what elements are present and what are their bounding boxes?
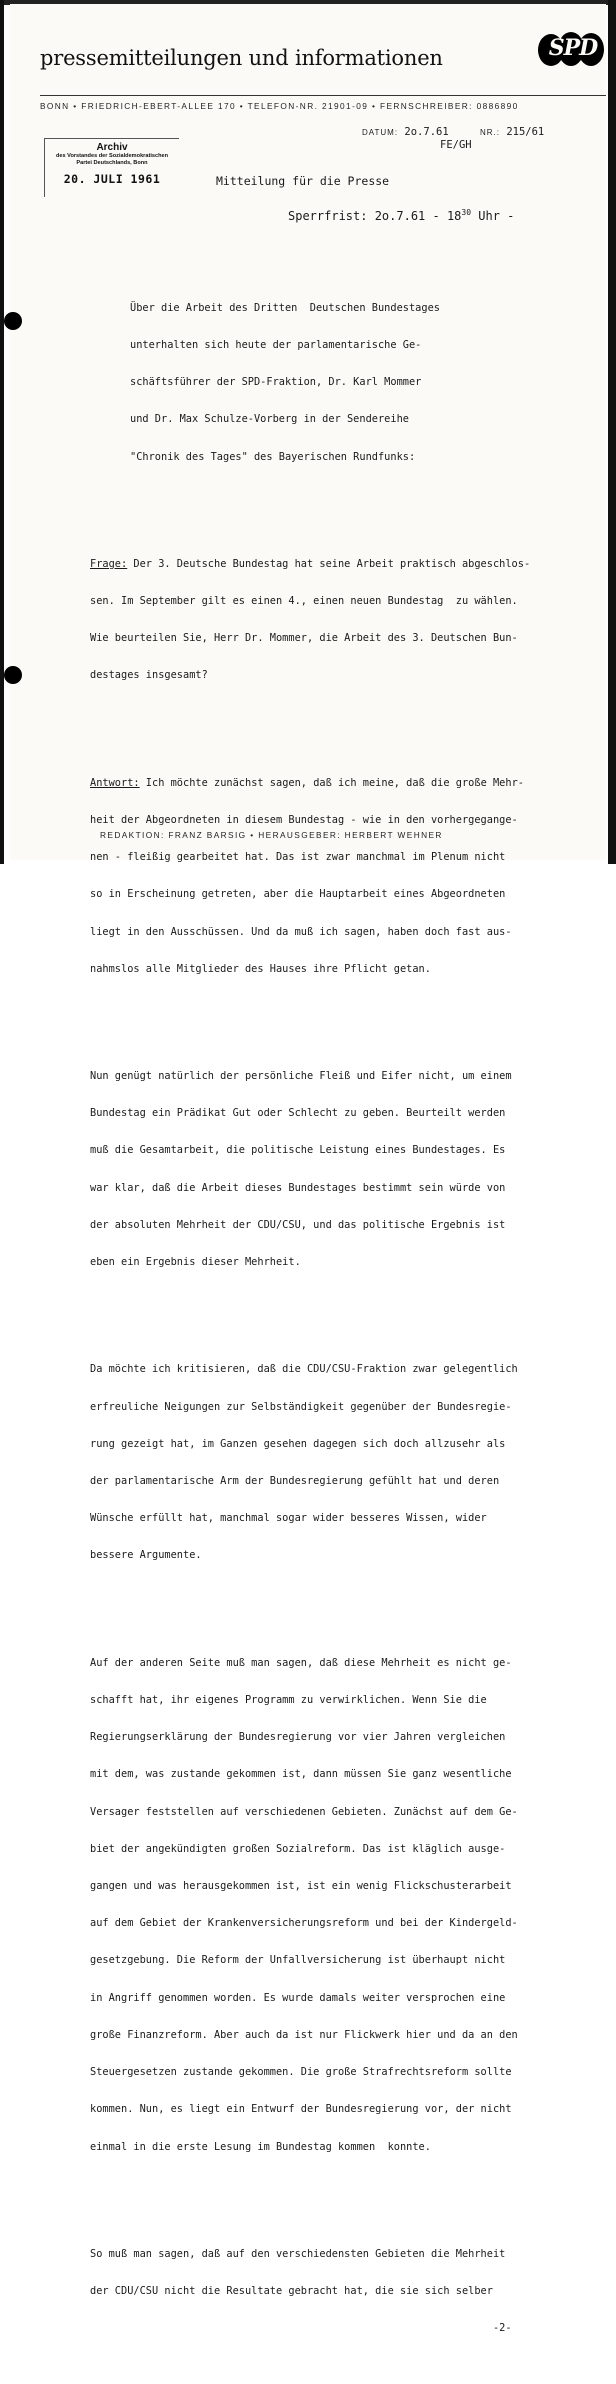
question-line: Der 3. Deutsche Bundestag hat seine Arbeit praktisch abgeschlos- — [127, 557, 531, 570]
body-line: schafft hat, ihr eigenes Programm zu verwirklichen. Wenn Sie die — [90, 1693, 487, 1706]
body-line: biet der angekündigten großen Sozialreform. Das ist kläglich ausge- — [90, 1842, 506, 1855]
number-field — [480, 126, 544, 138]
intro-line: unterhalten sich heute der parlamentarische Ge- — [130, 338, 422, 351]
body-line: muß die Gesamtarbeit, die politische Leistung eines Bundestages. Es — [90, 1144, 506, 1157]
stamp-line-1: des Vorstandes der Sozialdemokratischen — [55, 153, 169, 159]
body-line: der parlamentarische Arm der Bundesregierung gefühlt hat und deren — [90, 1475, 500, 1487]
initials: FE/GH — [440, 139, 472, 151]
date-label: DATUM: — [362, 128, 399, 137]
stamp-date: 20. JULI 1961 — [63, 172, 161, 186]
question-paragraph — [90, 533, 610, 707]
body-line: eben ein Ergebnis dieser Mehrheit. — [90, 1256, 301, 1269]
body-line: der absoluten Mehrheit der CDU/CSU, und das politische Ergebnis ist — [90, 1218, 506, 1231]
embargo-line — [288, 208, 514, 223]
date-value: 2o.7.61 — [404, 126, 449, 138]
body-line: Bundestag ein Prädikat Gut oder Schlecht zu geben. Beurteilt werden — [90, 1107, 506, 1120]
intro-line: und Dr. Max Schulze-Vorberg in der Sendereihe — [130, 413, 409, 426]
body-line: Nun genügt natürlich der persönliche Fleiß und Eifer nicht, um einem — [90, 1070, 512, 1082]
intro-line: schäftsführer der SPD-Fraktion, Dr. Karl Mommer — [130, 376, 422, 389]
question-label: Frage: — [90, 557, 128, 570]
document-page — [10, 4, 606, 2335]
stamp-line-2: Partei Deutschlands, Bonn — [76, 160, 148, 166]
body-line: einmal in die erste Lesung im Bundestag kommen konnte. — [90, 2140, 431, 2153]
punch-hole-top — [4, 312, 22, 330]
number-value: 215/61 — [506, 126, 545, 138]
document-body — [90, 252, 610, 2384]
body-line: in Angriff genommen worden. Es wurde damals weiter versprochen eine — [90, 1991, 506, 2004]
body-line: Regierungserklärung der Bundesregierung vor vier Jahren vergleichen — [90, 1731, 506, 1744]
number-label: NR.: — [480, 128, 500, 137]
punch-hole-bottom — [4, 666, 22, 684]
letterhead-rule — [40, 95, 606, 96]
answer-line: so in Erscheinung getreten, aber die Hauptarbeit eines Abgeordneten — [90, 888, 506, 901]
intro-line: "Chronik des Tages" des Bayerischen Rundfunks: — [130, 450, 416, 463]
archive-stamp — [44, 138, 179, 197]
body-line: erfreuliche Neigungen zur Selbständigkeit gegenüber der Bundesregie- — [90, 1400, 512, 1413]
body-line: Auf der anderen Seite muß man sagen, daß diese Mehrheit es nicht ge- — [90, 1656, 512, 1669]
scan-edge-left — [0, 0, 4, 864]
body-line: war klar, daß die Arbeit dieses Bundestages bestimmt sein würde von — [90, 1181, 506, 1194]
body-line: So muß man sagen, daß auf den verschiedensten Gebieten die Mehrheit — [90, 2247, 506, 2260]
body-line: rung gezeigt hat, im Ganzen gesehen dagegen sich doch allzusehr als — [90, 1437, 506, 1450]
answer-paragraph — [90, 752, 610, 1000]
answer-line: nahmslos alle Mitglieder des Hauses ihre Pflicht getan. — [90, 962, 431, 975]
body-paragraph-1 — [90, 1045, 610, 1293]
body-line: kommen. Nun, es liegt ein Entwurf der Bundesregierung vor, der nicht — [90, 2103, 512, 2116]
answer-line: nen - fleißig gearbeitet hat. Das ist zwar manchmal im Plenum nicht — [90, 851, 506, 864]
body-line: große Finanzreform. Aber auch da ist nur Flickwerk hier und da an den — [90, 2028, 518, 2041]
question-line: sen. Im September gilt es einen 4., einen neuen Bundestag zu wählen. — [90, 594, 518, 607]
body-line: Da möchte ich kritisieren, daß die CDU/CSU-Fraktion zwar gelegentlich — [90, 1363, 518, 1376]
body-line: der CDU/CSU nicht die Resultate gebracht hat, die sie sich selber — [90, 2285, 493, 2297]
page-continuation-marker: -2- — [90, 2322, 512, 2335]
answer-line: heit der Abgeordneten in diesem Bundestag - wie in den vorhergegange- — [90, 813, 518, 826]
date-field — [362, 126, 449, 138]
question-line: Wie beurteilen Sie, Herr Dr. Mommer, die Arbeit des 3. Deutschen Bun- — [90, 632, 518, 645]
body-line: Steuergesetzen zustande gekommen. Die große Strafrechtsreform sollte — [90, 2066, 512, 2079]
answer-line: liegt in den Ausschüssen. Und da muß ich sagen, haben doch fast aus- — [90, 925, 512, 938]
letterhead-title: pressemitteilungen und informationen — [40, 46, 443, 70]
body-line: gesetzgebung. Die Reform der Unfallversicherung ist überhaupt nicht — [90, 1954, 506, 1967]
question-line: destages insgesamt? — [90, 669, 208, 682]
body-line: mit dem, was zustande gekommen ist, dann müssen Sie ganz wesentliche — [90, 1768, 512, 1781]
body-line: gangen und was herausgekommen ist, ist ein wenig Flickschusterarbeit — [90, 1880, 512, 1892]
body-line: auf dem Gebiet der Krankenversicherungsreform und bei der Kindergeld- — [90, 1917, 518, 1930]
body-line: Wünsche erfüllt hat, manchmal sogar wider besseres Wissen, wider — [90, 1512, 487, 1525]
body-paragraph-3 — [90, 1632, 610, 2178]
body-paragraph-2 — [90, 1339, 610, 1587]
press-notice-title: Mitteilung für die Presse — [216, 174, 390, 188]
answer-line: Ich möchte zunächst sagen, daß ich meine, daß die große Mehr- — [139, 776, 524, 789]
embargo-time-minutes: 30 — [461, 208, 472, 217]
embargo-suffix: Uhr - — [471, 209, 515, 223]
letterhead-address: BONN • FRIEDRICH-EBERT-ALLEE 170 • TELEFON-NR. 21901-09 • FERNSCHREIBER: 0886890 — [40, 101, 519, 111]
letterhead-footer: REDAKTION: FRANZ BARSIG • HERAUSGEBER: HERBERT WEHNER — [100, 830, 443, 840]
logo-text: SPD — [548, 35, 598, 61]
body-line: Versager feststellen auf verschiedenen Gebieten. Zunächst auf dem Ge- — [90, 1805, 518, 1818]
answer-label: Antwort: — [90, 776, 140, 789]
body-paragraph-4 — [90, 2223, 610, 2359]
intro-line: Über die Arbeit des Dritten Deutschen Bundestages — [130, 301, 440, 314]
stamp-title: Archiv — [96, 142, 128, 153]
body-line: bessere Argumente. — [90, 1549, 202, 1562]
spd-logo — [536, 30, 606, 70]
embargo-prefix: Sperrfrist: 2o.7.61 - 18 — [288, 209, 462, 223]
intro-paragraph — [130, 277, 610, 488]
